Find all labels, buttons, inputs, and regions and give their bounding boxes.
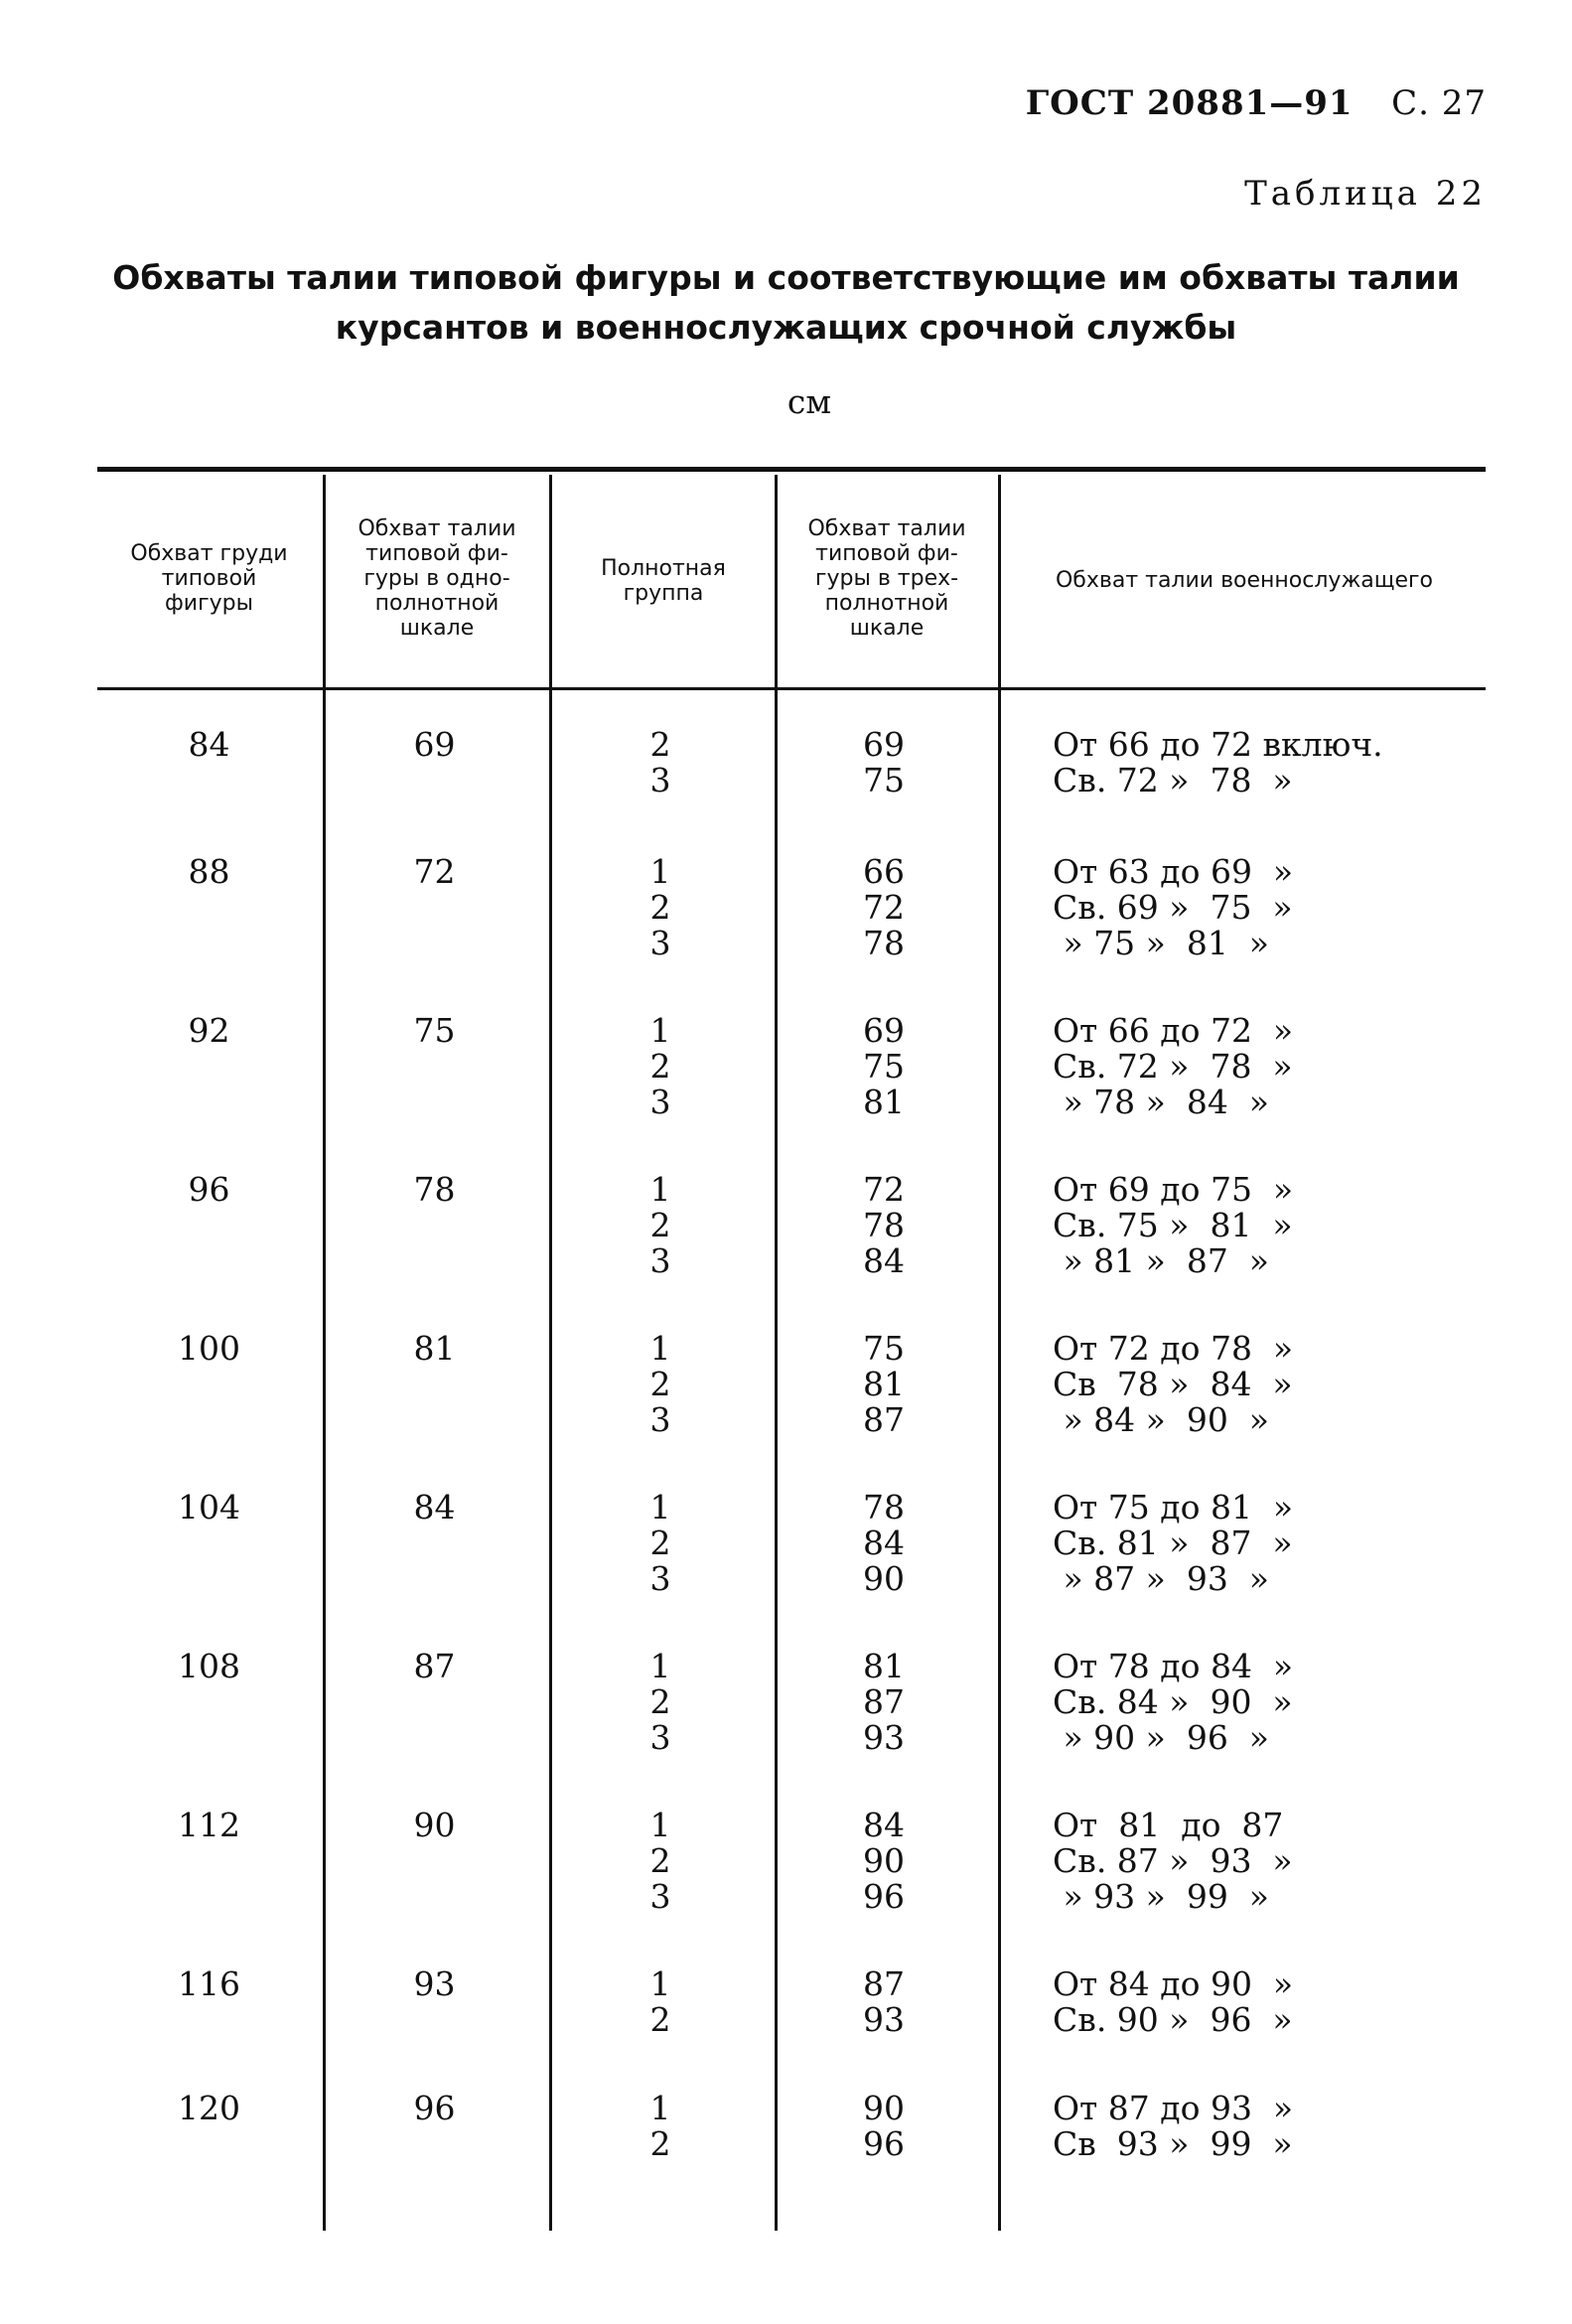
soldier-waist-range: Св. 72 » 78 » bbox=[1053, 1047, 1293, 1086]
soldier-waist-cell bbox=[1053, 1808, 1490, 1915]
column-header-soldier-waist bbox=[1003, 568, 1486, 593]
waist-single-scale-cell: 90 bbox=[413, 1806, 456, 1844]
chest-girth-cell: 104 bbox=[178, 1488, 240, 1526]
fullness-group-cell bbox=[556, 1013, 765, 1120]
waist-three-scale-value: 81 bbox=[863, 1365, 905, 1403]
waist-three-scale-value: 84 bbox=[863, 1241, 905, 1280]
waist-three-scale-value: 75 bbox=[863, 1329, 905, 1368]
fullness-group-cell bbox=[556, 1808, 765, 1915]
waist-three-scale-value: 78 bbox=[863, 924, 905, 962]
waist-three-scale-cell bbox=[780, 727, 988, 799]
soldier-waist-range: От 63 до 69 » bbox=[1053, 852, 1294, 891]
waist-three-scale-value: 87 bbox=[863, 1682, 905, 1721]
fullness-group-value: 3 bbox=[649, 1400, 671, 1439]
soldier-waist-range: От 69 до 75 » bbox=[1053, 1170, 1294, 1209]
fullness-group-value: 3 bbox=[649, 1083, 671, 1121]
soldier-waist-range: От 72 до 78 » bbox=[1053, 1329, 1294, 1368]
fullness-group-value: 2 bbox=[649, 1206, 671, 1244]
fullness-group-cell bbox=[556, 727, 765, 799]
fullness-group-cell bbox=[556, 854, 765, 961]
waist-three-scale-value: 78 bbox=[863, 1206, 905, 1244]
chest-girth-cell: 120 bbox=[178, 2089, 240, 2127]
waist-single-scale-cell: 72 bbox=[413, 852, 456, 891]
fullness-group-value: 3 bbox=[649, 1877, 671, 1916]
column-header-chest-line: фигуры bbox=[164, 591, 254, 616]
column-header-chest-line: Обхват груди bbox=[130, 541, 288, 566]
soldier-waist-range: От 81 до 87 bbox=[1053, 1806, 1284, 1844]
waist-three-scale-cell bbox=[780, 2091, 988, 2162]
fullness-group-value: 3 bbox=[649, 761, 671, 799]
soldier-waist-range: Св. 87 » 93 » bbox=[1053, 1841, 1293, 1880]
waist-three-scale-value: 75 bbox=[863, 1047, 905, 1086]
soldier-waist-range: » 75 » 81 » bbox=[1053, 924, 1269, 962]
column-header-chest-line: типовой bbox=[161, 566, 257, 591]
soldier-waist-range: » 87 » 93 » bbox=[1053, 1559, 1269, 1598]
table-label: Таблица 22 bbox=[1244, 174, 1487, 214]
soldier-waist-cell bbox=[1053, 854, 1490, 961]
table-title bbox=[0, 253, 1572, 353]
waist-single-scale-cell: 78 bbox=[413, 1170, 456, 1209]
soldier-waist-cell bbox=[1053, 1649, 1490, 1756]
chest-girth-cell: 116 bbox=[178, 1964, 240, 2003]
soldier-waist-range: » 78 » 84 » bbox=[1053, 1083, 1269, 1121]
waist-three-scale-value: 69 bbox=[863, 725, 905, 764]
soldier-waist-range: От 84 до 90 » bbox=[1053, 1964, 1294, 2003]
fullness-group-cell bbox=[556, 1490, 765, 1597]
fullness-group-value: 1 bbox=[649, 1011, 671, 1050]
gost-number: ГОСТ 20881—91 bbox=[1025, 83, 1354, 123]
header-bottom-rule bbox=[97, 687, 1486, 690]
chest-girth-cell: 88 bbox=[188, 852, 230, 891]
waist-single-scale-cell: 87 bbox=[413, 1647, 456, 1685]
fullness-group-value: 2 bbox=[649, 888, 671, 927]
waist-three-scale-value: 75 bbox=[863, 761, 905, 799]
fullness-group-cell bbox=[556, 1966, 765, 2038]
column-divider-1 bbox=[323, 475, 326, 2231]
page-header bbox=[1026, 83, 1487, 123]
soldier-waist-range: Св 93 » 99 » bbox=[1053, 2124, 1293, 2163]
page-number: С. 27 bbox=[1391, 83, 1487, 123]
soldier-waist-range: От 66 до 72 » bbox=[1053, 1011, 1294, 1050]
waist-three-scale-value: 90 bbox=[863, 1559, 905, 1598]
waist-three-scale-value: 84 bbox=[863, 1524, 905, 1562]
chest-girth-cell: 100 bbox=[178, 1329, 240, 1368]
column-header-waist-single-line: гуры в одно- bbox=[363, 566, 510, 591]
soldier-waist-range: » 90 » 96 » bbox=[1053, 1718, 1269, 1757]
soldier-waist-cell bbox=[1053, 1966, 1490, 2038]
title-line-1: Обхваты талии типовой фигуры и соответствующие им обхваты талии bbox=[112, 258, 1460, 297]
column-header-waist-single-line: Обхват талии bbox=[357, 516, 516, 541]
chest-girth-cell: 96 bbox=[188, 1170, 230, 1209]
fullness-group-value: 1 bbox=[649, 852, 671, 891]
soldier-waist-range: Св. 69 » 75 » bbox=[1053, 888, 1293, 927]
waist-three-scale-value: 81 bbox=[863, 1083, 905, 1121]
fullness-group-cell bbox=[556, 1172, 765, 1279]
fullness-group-value: 1 bbox=[649, 1170, 671, 1209]
waist-three-scale-cell bbox=[780, 1013, 988, 1120]
waist-three-scale-value: 84 bbox=[863, 1806, 905, 1844]
column-header-waist-single-line: полнотной bbox=[374, 591, 500, 616]
fullness-group-value: 2 bbox=[649, 1365, 671, 1403]
soldier-waist-range: Св. 90 » 96 » bbox=[1053, 2000, 1293, 2039]
chest-girth-cell: 112 bbox=[178, 1806, 240, 1844]
fullness-group-cell bbox=[556, 1649, 765, 1756]
waist-three-scale-value: 90 bbox=[863, 1841, 905, 1880]
soldier-waist-range: Св. 75 » 81 » bbox=[1053, 1206, 1293, 1244]
waist-three-scale-value: 69 bbox=[863, 1011, 905, 1050]
column-header-waist-single bbox=[328, 516, 546, 641]
waist-three-scale-cell bbox=[780, 1808, 988, 1915]
fullness-group-value: 2 bbox=[649, 1682, 671, 1721]
waist-three-scale-value: 93 bbox=[863, 2000, 905, 2039]
column-header-chest bbox=[97, 541, 321, 616]
column-header-waist-three-line: шкале bbox=[849, 616, 925, 641]
column-divider-4 bbox=[998, 475, 1001, 2231]
soldier-waist-range: » 81 » 87 » bbox=[1053, 1241, 1269, 1280]
waist-single-scale-cell: 69 bbox=[413, 725, 456, 764]
waist-three-scale-value: 96 bbox=[863, 2124, 905, 2163]
fullness-group-value: 2 bbox=[649, 725, 671, 764]
table-top-rule bbox=[97, 467, 1486, 472]
column-divider-3 bbox=[775, 475, 778, 2231]
waist-single-scale-cell: 75 bbox=[413, 1011, 456, 1050]
fullness-group-value: 2 bbox=[649, 2124, 671, 2163]
column-header-waist-single-line: типовой фи- bbox=[365, 541, 508, 566]
chest-girth-cell: 108 bbox=[178, 1647, 240, 1685]
waist-three-scale-value: 87 bbox=[863, 1964, 905, 2003]
waist-three-scale-value: 66 bbox=[863, 852, 905, 891]
fullness-group-value: 2 bbox=[649, 2000, 671, 2039]
column-header-fullness-group bbox=[554, 556, 773, 606]
column-header-waist-three-line: гуры в трех- bbox=[814, 566, 959, 591]
waist-three-scale-value: 90 bbox=[863, 2089, 905, 2127]
soldier-waist-range: От 87 до 93 » bbox=[1053, 2089, 1294, 2127]
waist-three-scale-value: 78 bbox=[863, 1488, 905, 1526]
waist-three-scale-value: 72 bbox=[863, 1170, 905, 1209]
waist-three-scale-cell bbox=[780, 1966, 988, 2038]
fullness-group-value: 1 bbox=[649, 2089, 671, 2127]
soldier-waist-range: » 84 » 90 » bbox=[1053, 1400, 1269, 1439]
waist-single-scale-cell: 93 bbox=[413, 1964, 456, 2003]
soldier-waist-cell bbox=[1053, 727, 1490, 799]
column-header-waist-three-line: полнотной bbox=[824, 591, 949, 616]
soldier-waist-cell bbox=[1053, 1490, 1490, 1597]
waist-three-scale-value: 81 bbox=[863, 1647, 905, 1685]
soldier-waist-range: Св. 72 » 78 » bbox=[1053, 761, 1293, 799]
column-header-soldier-waist-line: Обхват талии военнослужащего bbox=[1055, 568, 1434, 593]
fullness-group-value: 3 bbox=[649, 1241, 671, 1280]
fullness-group-value: 2 bbox=[649, 1524, 671, 1562]
soldier-waist-cell bbox=[1053, 1172, 1490, 1279]
column-header-waist-three-line: Обхват талии bbox=[807, 516, 966, 541]
soldier-waist-cell bbox=[1053, 1331, 1490, 1438]
soldier-waist-range: » 93 » 99 » bbox=[1053, 1877, 1269, 1916]
chest-girth-cell: 84 bbox=[188, 725, 230, 764]
soldier-waist-range: Св. 81 » 87 » bbox=[1053, 1524, 1293, 1562]
unit-label: см bbox=[786, 382, 832, 421]
waist-three-scale-value: 87 bbox=[863, 1400, 905, 1439]
waist-three-scale-value: 72 bbox=[863, 888, 905, 927]
waist-three-scale-cell bbox=[780, 1172, 988, 1279]
soldier-waist-range: От 78 до 84 » bbox=[1053, 1647, 1294, 1685]
fullness-group-value: 3 bbox=[649, 1559, 671, 1598]
column-divider-2 bbox=[549, 475, 552, 2231]
fullness-group-value: 3 bbox=[649, 924, 671, 962]
fullness-group-value: 2 bbox=[649, 1047, 671, 1086]
soldier-waist-range: Св 78 » 84 » bbox=[1053, 1365, 1293, 1403]
waist-three-scale-value: 96 bbox=[863, 1877, 905, 1916]
waist-three-scale-value: 93 bbox=[863, 1718, 905, 1757]
fullness-group-cell bbox=[556, 2091, 765, 2162]
fullness-group-value: 1 bbox=[649, 1964, 671, 2003]
soldier-waist-range: Св. 84 » 90 » bbox=[1053, 1682, 1293, 1721]
fullness-group-cell bbox=[556, 1331, 765, 1438]
column-header-waist-three bbox=[778, 516, 996, 641]
waist-single-scale-cell: 96 bbox=[413, 2089, 456, 2127]
waist-single-scale-cell: 81 bbox=[413, 1329, 456, 1368]
waist-three-scale-cell bbox=[780, 854, 988, 961]
chest-girth-cell: 92 bbox=[188, 1011, 230, 1050]
soldier-waist-range: От 66 до 72 включ. bbox=[1053, 725, 1383, 764]
soldier-waist-cell bbox=[1053, 1013, 1490, 1120]
waist-three-scale-cell bbox=[780, 1649, 988, 1756]
fullness-group-value: 3 bbox=[649, 1718, 671, 1757]
fullness-group-value: 1 bbox=[649, 1488, 671, 1526]
fullness-group-value: 1 bbox=[649, 1806, 671, 1844]
fullness-group-value: 2 bbox=[649, 1841, 671, 1880]
fullness-group-value: 1 bbox=[649, 1647, 671, 1685]
soldier-waist-cell bbox=[1053, 2091, 1490, 2162]
column-header-fullness-group-line: группа bbox=[623, 581, 704, 606]
column-header-waist-single-line: шкале bbox=[399, 616, 475, 641]
waist-single-scale-cell: 84 bbox=[413, 1488, 456, 1526]
soldier-waist-range: От 75 до 81 » bbox=[1053, 1488, 1294, 1526]
fullness-group-value: 1 bbox=[649, 1329, 671, 1368]
column-header-fullness-group-line: Полнотная bbox=[601, 556, 726, 581]
waist-three-scale-cell bbox=[780, 1331, 988, 1438]
waist-three-scale-cell bbox=[780, 1490, 988, 1597]
column-header-waist-three-line: типовой фи- bbox=[815, 541, 958, 566]
title-line-2: курсантов и военнослужащих срочной службы bbox=[335, 308, 1237, 347]
